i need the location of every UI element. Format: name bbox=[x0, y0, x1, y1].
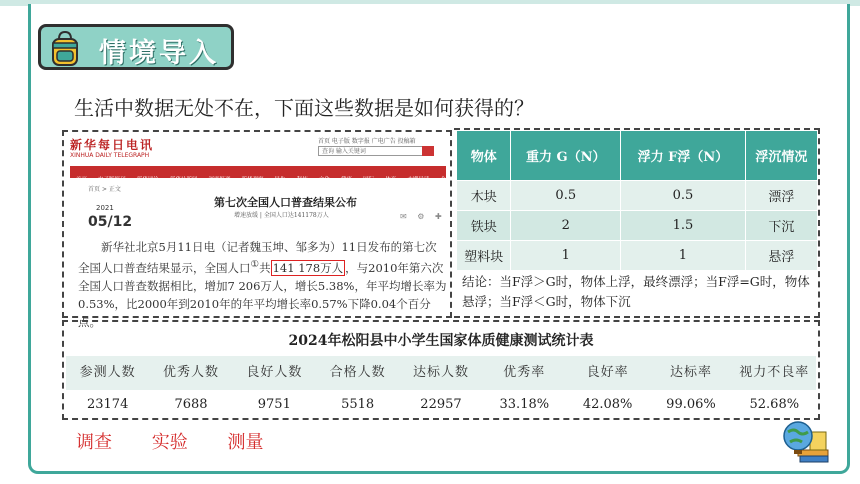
experiment-conclusion: 结论：当F浮＞G时，物体上浮，最终漂浮；当F浮=G时，物体悬浮；当F浮＜G时，物体下沉 bbox=[462, 274, 810, 309]
news-year: 2021 bbox=[96, 204, 114, 212]
table-row: 塑料块 1 1 悬浮 bbox=[457, 241, 818, 271]
stats-header-cell: 达标率 bbox=[669, 365, 712, 380]
news-nav-item[interactable]: 深度报道 bbox=[208, 177, 231, 183]
news-search-input[interactable]: 查询 输入关键词 bbox=[318, 146, 434, 156]
stats-value-cell: 5518 bbox=[341, 397, 375, 412]
news-subheadline: 增速放缓 | 全国人口达141178万人 bbox=[234, 212, 329, 219]
method-experiment: 实验 bbox=[151, 432, 188, 453]
news-nav-item[interactable]: 新华社新闻 bbox=[169, 177, 198, 183]
stats-title: 2024年松阳县中小学生国家体质健康测试统计表 bbox=[288, 333, 594, 349]
news-logo: 新华每日电讯 bbox=[70, 138, 155, 152]
stats-header-cell: 优秀人数 bbox=[162, 365, 219, 380]
stats-value-cell: 7688 bbox=[174, 397, 208, 412]
news-nav-item[interactable]: 科技 bbox=[296, 177, 308, 183]
backpack-icon bbox=[45, 29, 85, 69]
news-nav-item[interactable]: 新华评论 bbox=[136, 177, 159, 183]
news-top-links[interactable]: 首页 电子版 数字报 广电广告 投稿箱 bbox=[318, 138, 416, 145]
table-row: 铁块 2 1.5 下沉 bbox=[457, 211, 818, 241]
highlighted-population: 141 178万人 bbox=[272, 260, 344, 275]
stats-value-row bbox=[66, 392, 816, 418]
news-nav-item[interactable]: 健康 bbox=[340, 177, 352, 183]
news-nav-item[interactable]: 体育 bbox=[385, 177, 397, 183]
col-state: 浮沉情况 bbox=[745, 131, 817, 181]
stats-value-cell: 9751 bbox=[257, 397, 291, 412]
section-title-badge bbox=[38, 24, 234, 70]
stats-value-cell: 23174 bbox=[86, 397, 129, 412]
stats-header-cell: 良好人数 bbox=[246, 365, 303, 380]
stats-value-cell: 99.06% bbox=[666, 397, 716, 412]
stats-value-cell: 52.68% bbox=[749, 397, 800, 412]
news-nav-item[interactable]: 新华观察 bbox=[241, 177, 264, 183]
table-row: 木块 0.5 0.5 漂浮 bbox=[457, 181, 818, 211]
news-body: 新华社北京5月11日电（记者魏玉坤、邹多为）11日发布的第七次全国人口普查结果显示，全国人口①共 141 178万人 ，与2010年第六次全国人口普查数据相比，增加7 206万人，增长5.38%，年平均增长率为0.53%，比2000年到2010年的年平均增长率0.57%下降0.04个百分点。 bbox=[78, 240, 447, 329]
stats-header-cell: 视力不良率 bbox=[739, 365, 810, 380]
lead-question: 生活中数据无处不在，下面这些数据是如何获得的？ bbox=[74, 96, 534, 120]
search-icon[interactable] bbox=[422, 146, 434, 156]
news-nav-item[interactable]: 民生 bbox=[274, 177, 286, 183]
stats-header-cell: 合格人数 bbox=[329, 365, 386, 380]
news-nav-item[interactable]: 首页 bbox=[76, 177, 88, 183]
news-nav-item[interactable]: 本期导读 bbox=[407, 177, 430, 183]
stats-header-cell: 优秀率 bbox=[503, 365, 546, 380]
data-methods bbox=[76, 428, 279, 454]
col-buoyancy: 浮力 F浮（N） bbox=[621, 131, 746, 181]
news-nav-item[interactable]: 文化 bbox=[318, 177, 330, 183]
stats-value-cell: 22957 bbox=[420, 397, 462, 412]
share-icons[interactable]: ✉ ⚙ ✚ bbox=[400, 212, 446, 221]
col-object: 物体 bbox=[457, 131, 511, 181]
stats-header-cell: 达标人数 bbox=[412, 365, 469, 380]
stats-value-cell: 33.18% bbox=[499, 397, 550, 412]
stats-value-cell: 42.08% bbox=[582, 397, 633, 412]
stats-header-cell: 良好率 bbox=[586, 365, 629, 380]
breadcrumb: 首页 > 正文 bbox=[88, 186, 121, 193]
method-measurement: 测量 bbox=[227, 432, 264, 453]
fitness-stats-table bbox=[62, 320, 820, 420]
table-header-row bbox=[457, 131, 818, 181]
col-gravity: 重力 G（N） bbox=[511, 131, 621, 181]
page-title: 情境导入 bbox=[99, 38, 219, 69]
news-headline: 第七次全国人口普查结果公布 bbox=[214, 196, 357, 209]
news-nav-item[interactable]: 国际 bbox=[363, 177, 375, 183]
method-survey: 调查 bbox=[76, 432, 112, 453]
news-date: 05/12 bbox=[88, 214, 133, 230]
buoyancy-table bbox=[456, 130, 818, 271]
globe-books-icon bbox=[780, 418, 830, 464]
stats-header-cell: 参测人数 bbox=[79, 365, 136, 380]
news-nav-item[interactable]: 今日焦点 bbox=[70, 177, 446, 203]
stats-header-row bbox=[66, 356, 816, 390]
news-clipping bbox=[62, 130, 452, 329]
news-logo-subtitle: XINHUA DAILY TELEGRAPH bbox=[70, 152, 150, 159]
news-nav-item[interactable]: 电子版报刊 bbox=[98, 177, 126, 183]
